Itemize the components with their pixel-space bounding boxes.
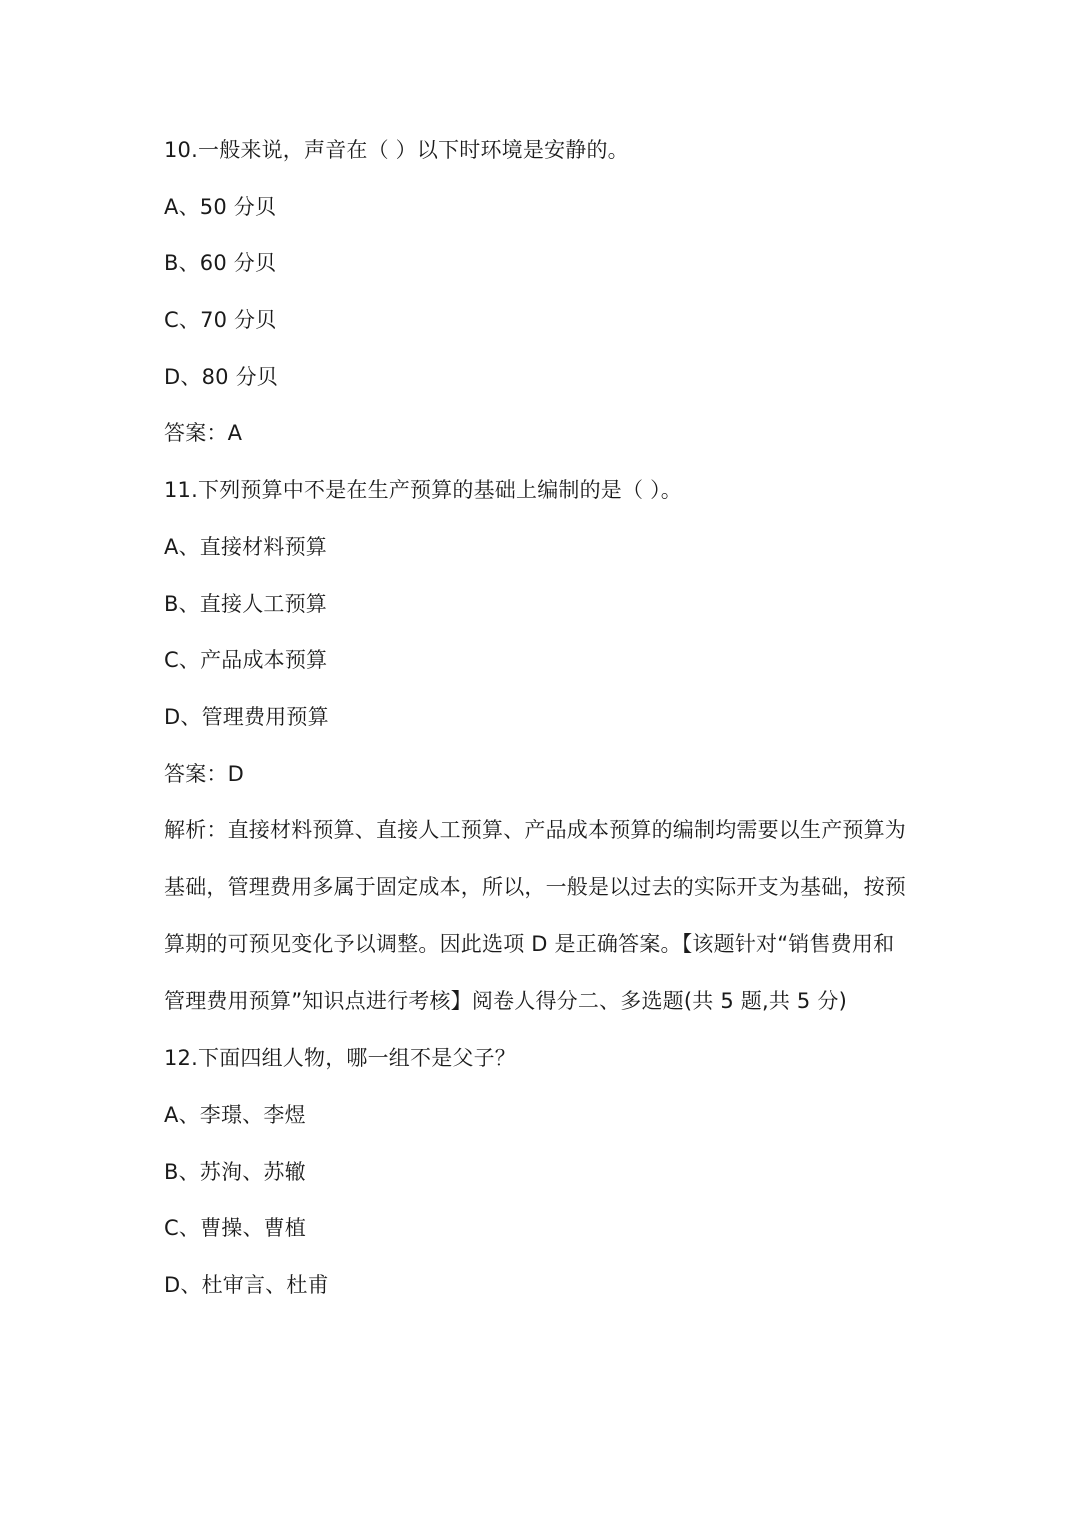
question-12-option-d: D、杜审言、杜甫 [164,1272,329,1297]
question-10-option-a: A、50 分贝 [164,194,277,219]
question-10-option-b: B、60 分贝 [164,251,277,276]
question-11-option-b: B、直接人工预算 [164,591,328,616]
question-11-option-c: C、产品成本预算 [164,648,328,673]
question-12-option-b: B、苏洵、苏辙 [164,1159,306,1184]
exam-content [164,136,924,1328]
question-10-option-c: C、70 分贝 [164,308,277,333]
question-12-option-c: C、曹操、曹植 [164,1216,307,1241]
question-11-answer: 答案：D [164,761,244,786]
question-10-option-d: D、80 分贝 [164,364,278,389]
question-11-stem: 11.下列预算中不是在生产预算的基础上编制的是（ ）。 [164,478,682,503]
question-11-option-a: A、直接材料预算 [164,534,327,559]
question-12-stem: 12.下面四组人物，哪一组不是父子？ [164,1046,516,1071]
question-11-analysis: 解析：直接材料预算、直接人工预算、产品成本预算的编制均需要以生产预算为基础，管理费用多属于固定成本，所以，一般是以过去的实际开支为基础，按预算期的可预见变化予以调整。因此选项 D 是正确答案。【该题针对“销售费用和管理费用预算”知识点进行考核】阅卷人得分二、多选题(共 5 题,共 5 分) [164,818,906,1013]
question-11-option-d: D、管理费用预算 [164,704,329,729]
question-12-option-a: A、李璟、李煜 [164,1102,306,1127]
question-10-answer: 答案：A [164,421,243,446]
question-10-stem: 10.一般来说，声音在（ ）以下时环境是安静的。 [164,138,629,162]
